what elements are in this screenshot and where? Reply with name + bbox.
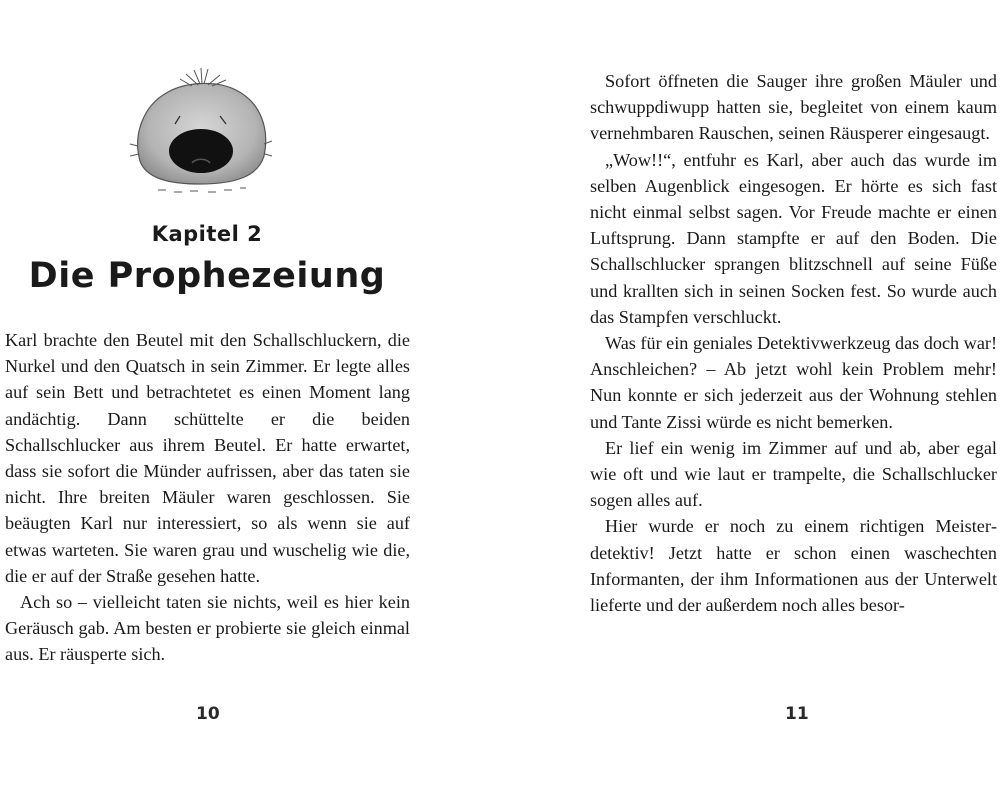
schallschlucker-illustration bbox=[128, 66, 273, 196]
paragraph: Karl brachte den Beutel mit den Schallschluckern, die Nurkel und den Quatsch in sein Zimmer. Er legte alles auf sein Bett und betrachtetet es einen Moment lang andächtig. Dann schüttelte er die beiden Schallschlucker aus ihrem Beutel. Er hatte erwartet, dass sie sofort die Münder aufrissen, aber das taten sie nicht. Ihre breiten Mäuler waren geschlossen. Sie beäugten Karl nur interessiert, so als wenn sie auf etwas warteten. Sie waren grau und wuschelig wie die, die er auf der Straße gesehen hatte. bbox=[5, 330, 410, 586]
page-number: 11 bbox=[785, 704, 809, 724]
paragraph: Er lief ein wenig im Zimmer auf und ab, aber egal wie oft und wie laut er trampelte, die Schallschlucker sogen alles auf. bbox=[590, 437, 997, 511]
paragraph: Hier wurde er noch zu einem richtigen Meisterdetektiv! Jetzt hatte er schon einen waschechten Informanten, der ihm Informationen aus der Unterwelt lieferte und der außerdem noch alles besor- bbox=[590, 516, 997, 616]
paragraph: Sofort öffneten die Sauger ihre großen Mäuler und schwuppdiwupp hatten sie, begleitet von einem kaum vernehmbaren Rauschen, seinen Räusperer eingesaugt. bbox=[590, 71, 997, 144]
right-page-body bbox=[590, 68, 997, 618]
left-page-body bbox=[5, 327, 410, 668]
chapter-label: Kapitel 2 bbox=[151, 222, 263, 246]
paragraph: „Wow!!“, entfuhr es Karl, aber auch das wurde im selben Augenblick eingesogen. Er hörte es sich fast nicht einmal selbst sagen. Vor Freude machte er einen Luftsprung. Dann stampfte er auf den Boden. Die Schallschlucker sprangen blitzschnell auf seine Füße und krallten sich in seinen Socken fest. So wurde auch das Stampfen verschluckt. bbox=[590, 149, 997, 327]
right-page bbox=[500, 0, 1000, 800]
paragraph: Was für ein geniales Detektivwerkzeug das doch war! Anschleichen? – Ab jetzt wohl kein Problem mehr! Nun konnte er sich jederzeit aus der Wohnung stehlen und Tante Zissi würde es nicht bemerken. bbox=[590, 333, 997, 432]
paragraph: Ach so – vielleicht taten sie nichts, weil es hier kein Geräusch gab. Am besten er probierte sie gleich einmal aus. Er räusperte sich. bbox=[5, 592, 410, 665]
chapter-title: Die Prophezeiung bbox=[28, 256, 386, 296]
page-number: 10 bbox=[196, 704, 220, 724]
